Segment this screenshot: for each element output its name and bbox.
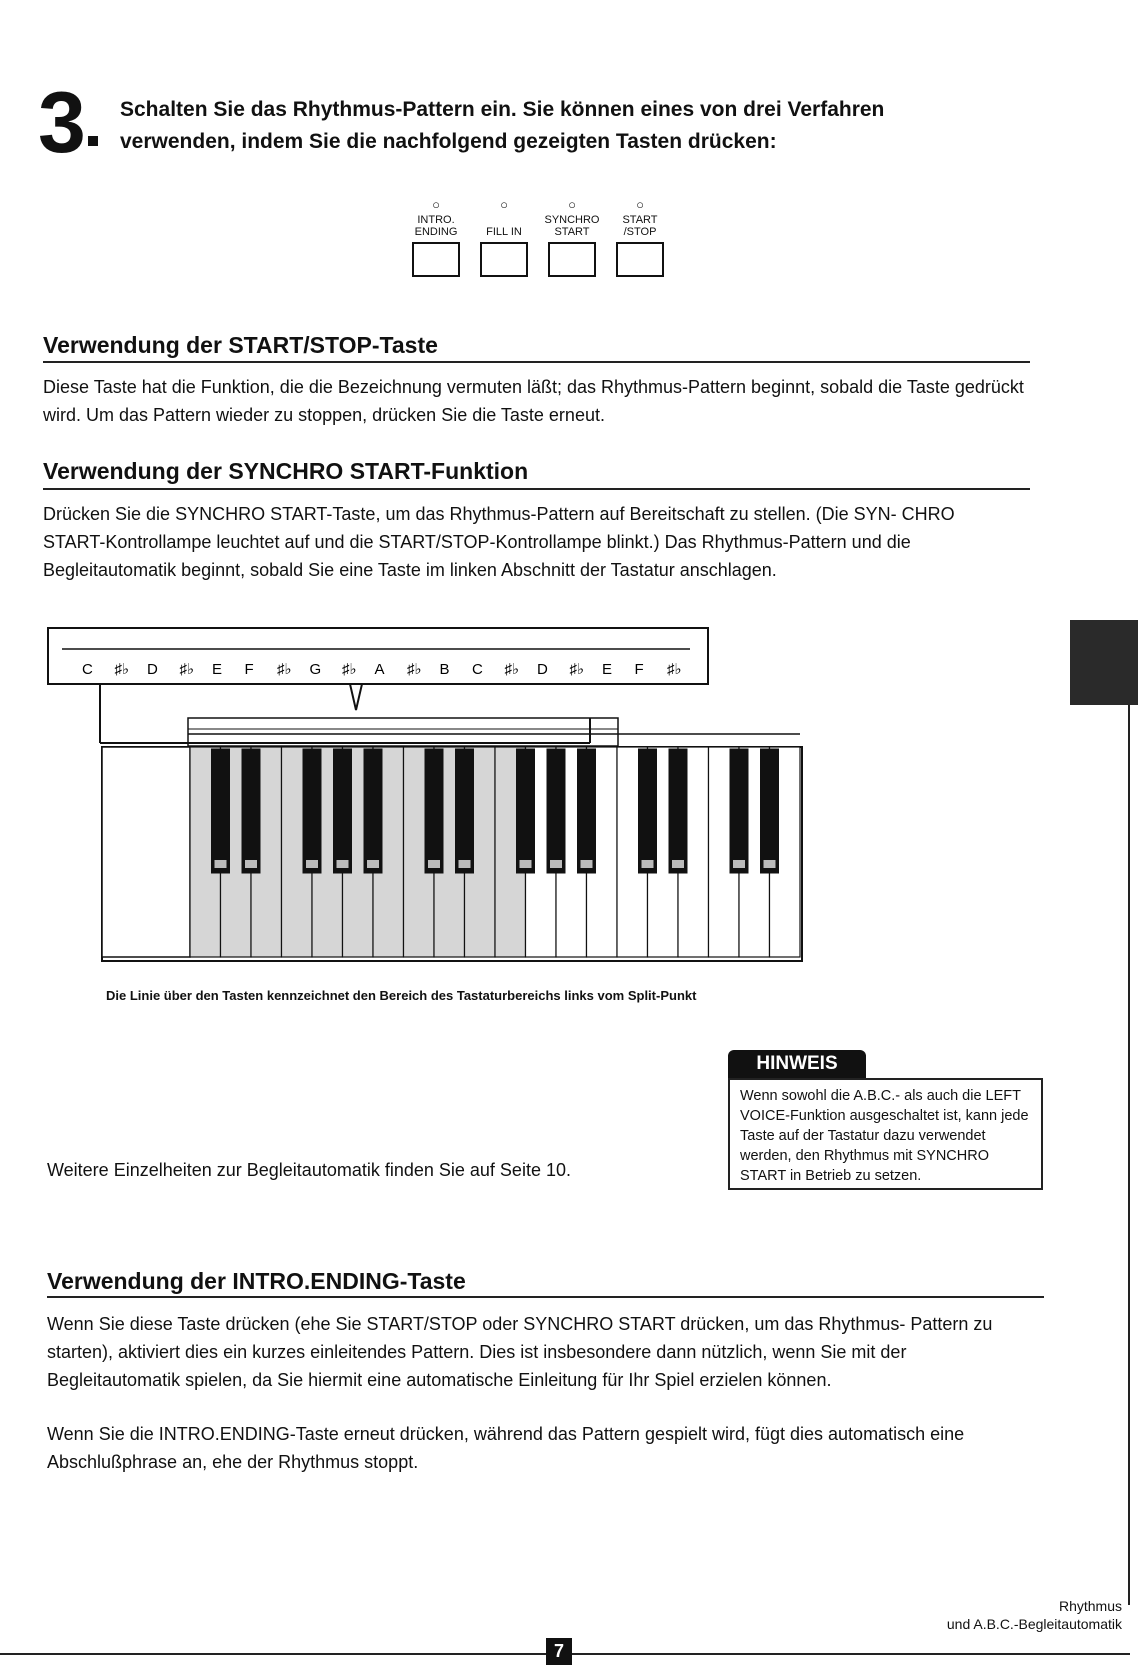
note-label: B: [439, 661, 450, 678]
black-key-highlight: [520, 860, 532, 868]
black-key: [639, 749, 657, 873]
footer-line-1: Rhythmus: [1058, 1598, 1122, 1614]
keyboard-diagram: [40, 620, 820, 975]
section-text-synchro-start: Drücken Sie die SYNCHRO START-Taste, um das Rhythmus-Pattern auf Bereitschaft zu stellen. (Die SYN- CHRO START-Kontrollampe leuchtet auf und die START/STOP-Kontrollampe blinkt.) Das Rhythmus-Pattern und die Begleitautomatik beginnt, sobald Sie eine Taste im linken Abschnitt der Tastatur anschlagen.: [43, 504, 955, 580]
black-key-highlight: [215, 860, 227, 868]
black-key: [334, 749, 352, 873]
black-key-highlight: [428, 860, 440, 868]
black-key: [730, 749, 748, 873]
fill-in-led: ○: [500, 197, 508, 212]
black-key-highlight: [733, 860, 745, 868]
black-key: [303, 749, 321, 873]
step-bullet: [88, 136, 98, 146]
start-stop-led: ○: [636, 197, 644, 212]
section-text-start-stop: Diese Taste hat die Funktion, die die Bezeichnung vermuten läßt; das Rhythmus-Pattern beginnt, sobald die Taste gedrückt wird. Um das Pattern wieder zu stoppen, drücken Sie die Taste erneut.: [43, 377, 1024, 425]
intro-ending-key[interactable]: [412, 242, 460, 277]
note-label: ♯♭: [179, 661, 195, 678]
black-key-highlight: [764, 860, 776, 868]
fill-in-button[interactable]: [472, 198, 536, 277]
intro-ending-label-2: ENDING: [414, 226, 458, 238]
mini-keyboard-strip: [188, 718, 618, 746]
synchro-start-led: ○: [568, 197, 576, 212]
note-label: ♯♭: [277, 661, 292, 678]
section-text-intro-ending: Wenn Sie diese Taste drücken (ehe Sie START/STOP oder SYNCHRO START drücken, um das Rhythmus- Pattern zu starten), aktiviert dies ein kurzes einleitendes Pattern. Dies ist insbesondere dann nützlich, wenn Sie mit der Begleitautomatik spielen, da Sie hiermit eine automatische Einleitung für Ihr Spiel erzielen können.: [47, 1314, 993, 1390]
section-heading-synchro-start: Verwendung der SYNCHRO START-Funktion: [43, 458, 529, 484]
page-number: 7: [546, 1638, 572, 1665]
note-label: A: [374, 661, 385, 678]
synchro-start-key[interactable]: [548, 242, 596, 277]
fill-in-label: FILL IN: [486, 226, 522, 238]
section-rule: [47, 1296, 1044, 1298]
note-label: C: [472, 661, 483, 678]
black-key: [761, 749, 779, 873]
note-label: ♯♭: [569, 661, 585, 678]
start-stop-label-1: START: [622, 214, 658, 226]
note-label: ♯♭: [407, 661, 422, 678]
start-stop-button[interactable]: [608, 198, 672, 277]
black-key-highlight: [337, 860, 349, 868]
note-label: D: [147, 661, 158, 678]
black-key: [364, 749, 382, 873]
black-key-highlight: [672, 860, 684, 868]
section-text-intro-ending-2: Wenn Sie die INTRO.ENDING-Taste erneut drücken, während das Pattern gespielt wird, fügt dies automatisch eine Abschlußphrase an, ehe der Rhythmus stoppt.: [47, 1424, 965, 1472]
fill-in-key[interactable]: [480, 242, 528, 277]
keyboard-caption: Die Linie über den Tasten kennzeichnet den Bereich des Tastaturbereichs links vom Split-Punkt: [106, 988, 697, 1003]
step-instruction: Schalten Sie das Rhythmus-Pattern ein. Sie können eines von drei Verfahren verwenden, indem Sie die nachfolgend gezeigten Tasten drücken:: [120, 98, 885, 153]
hinweis-text: Wenn sowohl die A.B.C.- als auch die LEFT VOICE-Funktion ausgeschaltet ist, kann jede Taste auf der Tastatur dazu verwendet werden, den Rhythmus mit SYNCHRO START in Betrieb zu setzen.: [728, 1078, 1043, 1190]
footer-chapter-title: [860, 1597, 1122, 1633]
black-key-highlight: [245, 860, 257, 868]
section-heading-intro-ending: Verwendung der INTRO.ENDING-Taste: [47, 1268, 466, 1294]
synchro-start-label-2: START: [554, 226, 590, 238]
note-label: ♯♭: [504, 661, 520, 678]
section-heading-start-stop: Verwendung der START/STOP-Taste: [43, 332, 438, 358]
note-label: G: [309, 661, 322, 678]
intro-ending-button[interactable]: [404, 198, 468, 277]
black-key-highlight: [581, 860, 593, 868]
black-key-highlight: [367, 860, 379, 868]
hinweis-title: HINWEIS: [728, 1050, 866, 1078]
note-label: ♯♭: [114, 661, 130, 678]
step-number: 3: [38, 75, 84, 171]
black-key-highlight: [642, 860, 654, 868]
more-info-text: Weitere Einzelheiten zur Begleitautomatik finden Sie auf Seite 10.: [47, 1160, 571, 1180]
section-rule: [43, 488, 1030, 490]
note-label: ♯♭: [667, 661, 682, 678]
start-stop-label-2: /STOP: [623, 226, 657, 238]
intro-ending-led: ○: [432, 197, 440, 212]
note-label: ♯♭: [342, 661, 357, 678]
section-rule: [43, 361, 1030, 363]
chapter-tab: [1070, 620, 1138, 705]
black-key-highlight: [459, 860, 471, 868]
black-key: [425, 749, 443, 873]
keyboard-left-block: [102, 747, 190, 957]
intro-ending-label-1: INTRO.: [417, 214, 455, 226]
white-keys: [190, 747, 800, 957]
synchro-start-button[interactable]: [540, 198, 604, 277]
black-key: [578, 749, 596, 873]
black-key: [242, 749, 260, 873]
note-label: E: [602, 661, 613, 678]
black-key: [669, 749, 687, 873]
note-label: D: [537, 661, 548, 678]
note-label: F: [244, 661, 254, 678]
note-label-row: [82, 661, 682, 678]
start-stop-key[interactable]: [616, 242, 664, 277]
note-label: C: [82, 661, 93, 678]
chapter-side-line: [1128, 705, 1130, 1605]
note-label: F: [634, 661, 644, 678]
pointer-arrow: [350, 684, 362, 710]
black-key: [517, 749, 535, 873]
black-key-highlight: [306, 860, 318, 868]
black-key: [456, 749, 474, 873]
black-key-highlight: [550, 860, 562, 868]
note-label: E: [212, 661, 223, 678]
black-key: [212, 749, 230, 873]
black-key: [547, 749, 565, 873]
footer-line-2: und A.B.C.-Begleitautomatik: [946, 1616, 1122, 1632]
synchro-start-label-1: SYNCHRO: [544, 214, 600, 226]
